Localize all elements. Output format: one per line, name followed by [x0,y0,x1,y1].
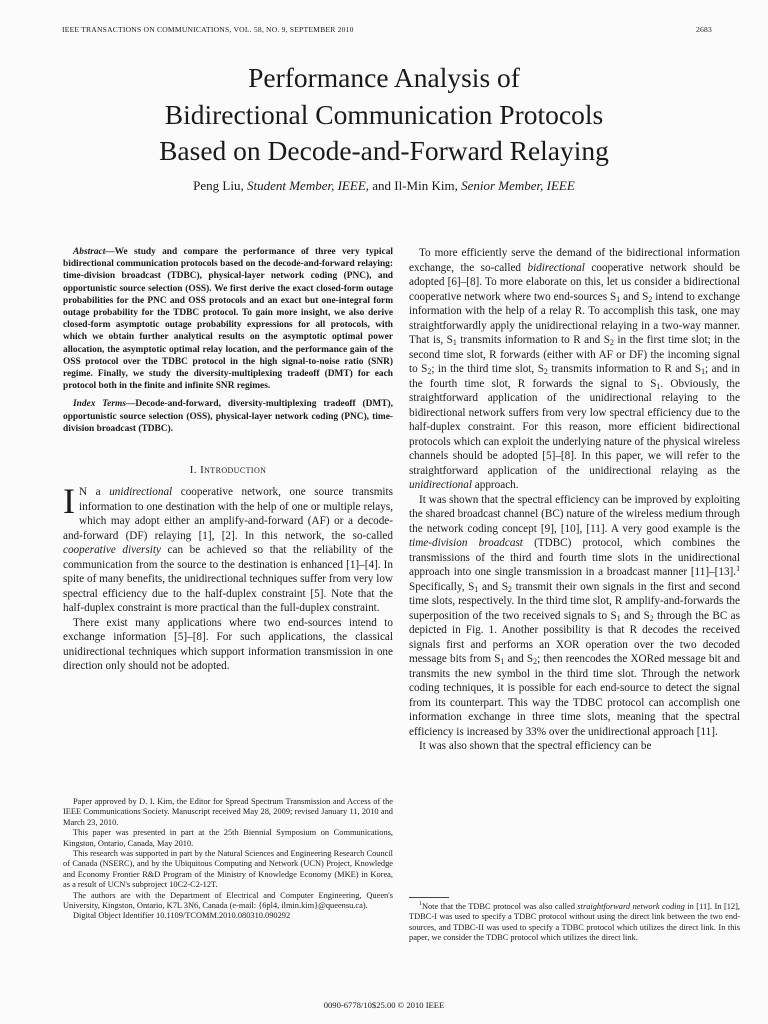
text-run: and S [504,653,534,665]
author-name: and Il-Min Kim, [372,178,458,193]
text-run: To more efficiently serve the demand of the bidirectional information exchange, the so-called [409,247,740,274]
subscript: 2 [648,294,653,304]
text-run: can be achieved so that the reliability of the communication from the source to the destination is enhanced [1]–[4]. In spite of many benefits, the unidirectional techniques suffer from very low spectral efficiency due to the half-duplex constraint [5]. Note that the half-duplex constraint is more practical than the full-duplex constraint. [63,544,393,615]
text-run: (TDBC) protocol, which combines the transmissions of the third and fourth time slots in the unidirectional approach into one single transmission in a broadcast manner [11]–[13]. [409,537,740,578]
text-run: Specifically, S [409,580,475,593]
text-run: cooperative network, one source transmits information to one destination with the help of one or multiple relays, which may adopt either an amplify-and-forward (AF) or a decode-and-forward (DF) relaying [1], [2]. In this network, the so-called [63,486,394,542]
text-run: intend to exchange information with the help of a relay R. To accomplish this task, one may straightforwardly apply the unidirectional relaying in a two-way manner. That is, S [409,290,741,346]
subscript: 1 [701,367,706,376]
subscript: 2 [609,338,614,347]
author-name: Peng Liu, [193,178,244,193]
footnote: Digital Object Identifier 10.1109/TCOMM.2010.080310.090292 [73,911,291,921]
subscript: 2 [508,584,512,594]
intro-paragraph: There exist many applications where two end-sources intend to exchange information [5]–[8]. For such applications, the classical unidirectional techniques which support information transmission in one direction only should not be adopted. [63,616,393,673]
subscript: 1 [500,657,505,666]
abstract [63,246,393,392]
text-run: Note that the TDBC protocol was also called [421,902,578,911]
footnote-marker: 1 [736,564,740,573]
body-paragraph: It was also shown that the spectral efficiency can be [419,740,652,752]
body-paragraph [409,493,740,740]
subscript: 2 [649,613,654,623]
text-run: in [11]. In [12], TDBC-I was used to specify a TDBC protocol without using the direct link between the two end-sources, and TDBC-II was used to specify a TDBC protocol which utilizes the direct link. In this paper, we consider the TDBC protocol which utilizes the direct link. [409,902,740,943]
subscript: 2 [543,367,548,376]
italic-term: unidirectional [409,479,472,491]
left-footnotes [63,797,393,922]
abstract-text: —We study and compare the performance of three very typical bidirectional communication protocols based on the decode-and-forward relaying: time-division broadcast (TDBC), physical-layer network coding (PNC), and opportunistic source selection (OSS). We first derive the exact closed-form outage probabilities for the PNC and OSS protocols and an exact but one-integral form outage probability for the TDBC protocol. To gain more insight, we also derive closed-form asymptotic outage probability expressions for all protocols, with which we obtain further analytical results on the asymptotic optimal power allocation, the asymptotic optimal relay location, and the performance gain of the OSS protocol over the TDBC protocol in the high signal-to-noise ratio (SNR) regime. Finally, we study the diversity-multiplexing tradeoff (DMT) for each protocol both in the finite and infinite SNR regimes. [63,247,393,392]
text-run: and S [620,609,650,622]
text-run: transmits information to R and S [547,363,702,375]
title-line: Based on Decode-and-Forward Relaying [159,135,609,166]
copyright-line: 0090-6778/10$25.00 © 2010 IEEE [323,1000,445,1010]
index-terms-label: Index Terms [73,399,126,410]
subscript: 1 [616,294,621,304]
italic-term: cooperative diversity [63,544,161,557]
text-run: approach. [471,479,519,491]
subscript: 1 [616,613,621,623]
abstract-label: Abstract [73,247,106,257]
text-run: transmit their own signals in the first and second time slots, respectively. In the third time slot, R amplify-and-forwards the superposition of the two received signals to S [409,580,740,622]
author-line [40,178,728,194]
text-run: ; then reencodes the XORed message bit and transmits the new symbol in the third time slot. Through the network coding techniques, it is possible for each end-source to detect the signal from its counterpart. This way the TDBC protocol can accomplish one information exchange in three time slots, meaning that the spectral efficiency is increased by 33% over the unidirectional approach [11]. [409,653,740,738]
text-run: N a [79,486,110,499]
subscript: 1 [474,584,479,594]
text-run: and S [620,290,649,303]
right-column [409,246,740,754]
text-run: through the BC as depicted in Fig. 1. Another possibility is that R decodes the received signals first and performs an XOR operation over the two decoded message bits from S [409,609,741,665]
drop-cap: I [63,481,75,522]
text-run: and S [478,580,509,593]
index-terms [63,398,393,435]
footnote [409,902,740,944]
text-run: ; in the third time slot, S [431,363,544,375]
italic-term: unidirectional [109,486,173,499]
paper-title [40,60,728,170]
page-number: 2683 [696,25,712,34]
section-heading [63,463,393,477]
section-title: Introduction [200,464,267,477]
footnote: The authors are with the Department of Electrical and Computer Engineering, Queen's University, Kingston, Ontario, K7L 3N6, Canada (e-mail: {6pl4, ilmin.kim}@queensu.ca). [63,890,393,911]
italic-term: time-division broadcast [409,537,523,549]
subscript: 2 [533,657,538,666]
left-column [63,246,393,674]
footnote: This research was supported in part by the Natural Sciences and Engineering Research Council of Canada (NSERC), and by the Ubiquitous Computing and Network (UCN) Project, Knowledge and Economy Frontier R&D Program of the Ministry of Knowledge Economy (MKE) in Korea, as a result of UCN's subproject 10C2-C2-12T. [63,849,393,890]
author-role: Student Member, IEEE, [246,178,370,193]
text-run: transmits information to R and S [456,334,610,346]
text-run: . Obviously, the straightforward application of the unidirectional relaying to the bidirectional network suffers from very low spectral efficiency due to the half-duplex constraint. For this reason, more efficient bidirectional protocols which can exploit the underlying nature of the physical wireless channels should be adopted [5]–[8]. In this paper, we will refer to the straightforward application of the unidirectional relaying as the [409,377,740,477]
section-numeral: I. [189,464,197,477]
footnote: Paper approved by D. I. Kim, the Editor for Spread Spectrum Transmission and Access of the IEEE Communications Society. Manuscript received May 28, 2009; revised January 11, 2010 and March 23, 2010. [63,797,393,827]
journal-header: IEEE TRANSACTIONS ON COMMUNICATIONS, VOL. 58, NO. 9, SEPTEMBER 2010 [62,25,354,34]
text-run: in the first time slot; in the second time slot, R forwards (either with AF or DF) the incoming signal to S [409,334,740,375]
title-line: Performance Analysis of [248,62,520,93]
subscript: 1 [452,338,457,347]
body-paragraph [409,246,740,493]
text-run: cooperative network should be adopted [6]–[8]. To more elaborate on this, let us consider a bidirectional cooperative network where two end-sources S [409,261,740,303]
footnote: This paper was presented in part at the 25th Biennial Symposium on Communications, Kingston, Ontario, Canada, May 2010. [63,828,393,848]
title-line: Bidirectional Communication Protocols [164,98,604,130]
subscript: 2 [427,367,432,376]
subscript: 1 [656,381,661,391]
footnote-marker: 1 [419,901,422,907]
text-run: ; and in the fourth time slot, R forwards the signal to S [409,363,740,390]
text-run: It was shown that the spectral efficiency can be improved by exploiting the shared broadcast channel (BC) nature of the wireless medium through the network coding concept [9], [10], [11]. A very good example is the [409,493,740,535]
footnote-rule [409,897,449,898]
intro-paragraph [63,481,394,616]
author-role: Senior Member, IEEE [461,178,575,193]
index-terms-text: —Decode-and-forward, diversity-multiplexing tradeoff (DMT), opportunistic source selection (OSS), physical-layer network coding (PNC), time-division broadcast (TDBC). [63,399,393,434]
italic-term: straightforward network coding [577,902,685,911]
italic-term: bidirectional [527,261,585,274]
